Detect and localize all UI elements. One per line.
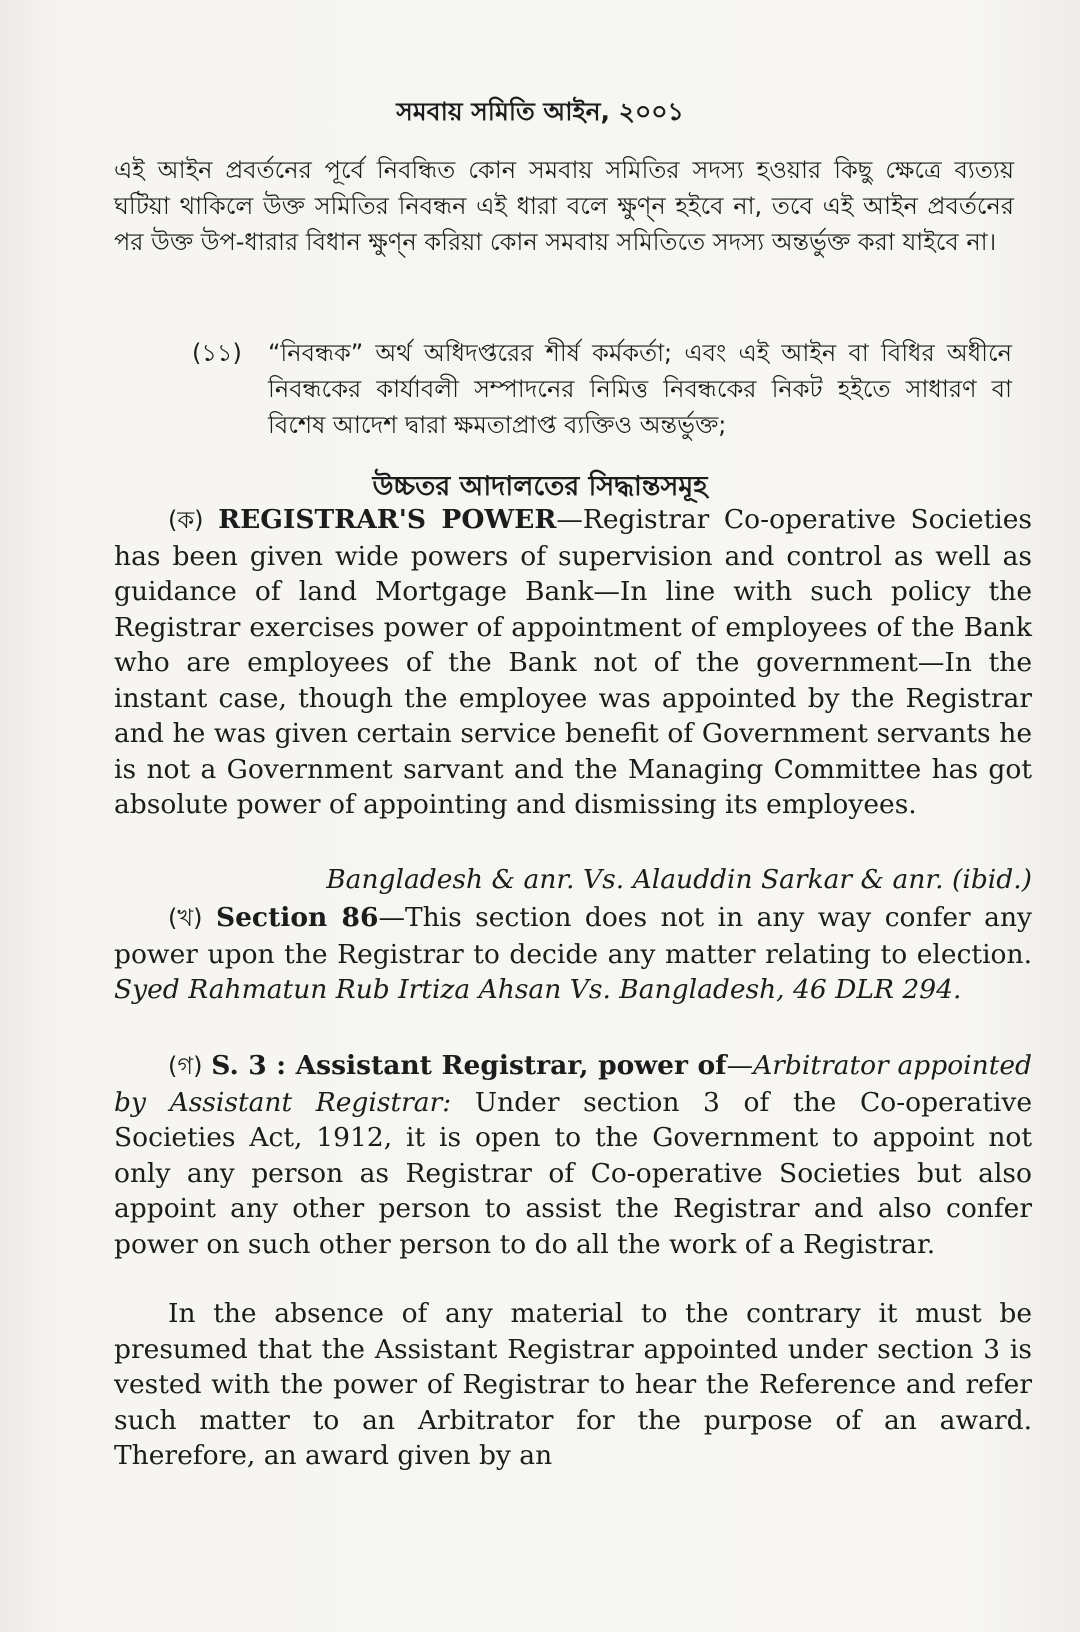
decision-marker: (গ) [168, 1052, 203, 1080]
decision-body: —Registrar Co-operative Societies has been given wide powers of supervision and control as well as guidance of land Mortgage Bank—In line with such policy the Registrar exercises power of appointment of employees of the Bank who are employees of the Bank not of the government—In the instant case, though the employee was appointed by the Registrar and he was given certain service benefit of Government servants he is not a Government sarvant and the Managing Committee has got absolute power of appointing and dismissing its employees. [114, 504, 1032, 820]
section-heading: উচ্চতর আদালতের সিদ্ধান্তসমূহ [372, 471, 708, 502]
decision-kha [114, 900, 1032, 1008]
final-paragraph: In the absence of any material to the contrary it must be presumed that the Assistant Registrar appointed under section 3 is vested with the power of Registrar to hear the Reference and refer such matter to an Arbitrator for the purpose of an award. Therefore, an award given by an [114, 1298, 1032, 1471]
decision-citation: Bangladesh & anr. Vs. Alauddin Sarkar & anr. (ibid.) [326, 864, 1032, 895]
decision-citation: Syed Rahmatun Rub Irtiza Ahsan Vs. Bangladesh, 46 DLR 294. [114, 974, 962, 1005]
running-head: সমবায় সমিতি আইন, ২০০১ [396, 97, 684, 126]
decision-heading: REGISTRAR'S POWER [218, 504, 557, 535]
decision-body: Under section 3 of the Co-operative Societies Act, 1912, it is open to the Government to appoint not only any person as Registrar of Co-operative Societies but also appoint any other person to assist the Registrar and also confer power on such other person to do all the work of a Registrar. [114, 1086, 1033, 1260]
decision-heading: S. 3 : Assistant Registrar, power of [211, 1050, 727, 1081]
decision-heading: Section 86 [215, 902, 379, 933]
decision-ka [114, 502, 1032, 823]
decision-ga [114, 1048, 1032, 1262]
decision-marker: (খ) [168, 904, 203, 932]
definition-text: “নিবন্ধক” অর্থ অধিদপ্তরের শীর্ষ কর্মকর্তা; এবং এই আইন বা বিধির অধীনে নিবন্ধকের কার্যাবলী সম্পাদনের নিমিত্ত নিবন্ধকের নিকট হইতে সাধারণ বা বিশেষ আদেশ দ্বারা ক্ষমতাপ্রাপ্ত ব্যক্তিও অন্তর্ভুক্ত; [268, 339, 1012, 439]
definition-number: (১১) [192, 339, 242, 367]
bengali-paragraph: এই আইন প্রবর্তনের পূর্বে নিবন্ধিত কোন সমবায় সমিতির সদস্য হওয়ার কিছু ক্ষেত্রে ব্যত্যয় ঘটিয়া থাকিলে উক্ত সমিতির নিবন্ধন এই ধারা বলে ক্ষুণ্ন হইবে না, তবে এই আইন প্রবর্তনের পর উক্ত উপ-ধারার বিধান ক্ষুণ্ন করিয়া কোন সমবায় সমিতিতে সদস্য অন্তর্ভুক্ত করা যাইবে না। [114, 156, 1014, 256]
decision-body: —This section does not in any way confer any power upon the Registrar to decide any matter relating to election. [114, 902, 1032, 970]
decision-marker: (ক) [168, 506, 204, 534]
decision-subheading: —Arbitrator appointed by Assistant Registrar: [114, 1050, 1032, 1118]
